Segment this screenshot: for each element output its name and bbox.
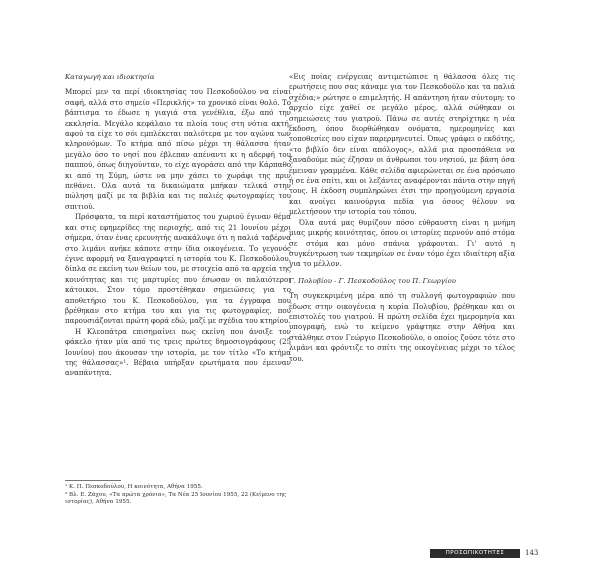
left-column <box>65 72 291 379</box>
footnote: ¹ Κ. Π. Πεσκοδούλου, Η κοινότητα, Αθήνα 1955. <box>65 484 203 490</box>
footnote: ² Βλ. Ε. Ζάχου, «Τα πρώτα χρόνια», Τα Νέα 25 Ιουνίου 1955, 22 (Κείμενο της ιστορίας), Αθήνα 1955. <box>65 491 286 506</box>
paragraph: Η Κλεοπάτρα επισημαίνει πως εκείνη που άνοιξε τον φάκελο ήταν μία από τις τρεις πρώτες δημοσιογράφους (25 Ιουνίου) που άκουσαν την ιστορία, με τον τίτλο «Το κτήμα της θάλασσας»¹. Βέβαια υπήρξαν ερωτήματα που έμειναν αναπάντητα. <box>65 326 291 378</box>
paragraph: Όλα αυτά μας θυμίζουν πόσο εύθραυστη είναι η μνήμη μιας μικρής κοινότητας, όπου οι ιστορίες περνούν από στόμα σε στόμα και μόνο σπάνια γράφονται. Γι' αυτό η συγκέντρωση των τεκμηρίων σε έναν τόμο έχει ιδιαίτερη αξία για το μέλλον. <box>289 217 515 269</box>
section-heading: Καταγωγή και ιδιοκτησία <box>65 73 155 81</box>
paragraph: Πρόσφατα, τα περί καταστήματος του χωριού έγιναν θέμα και στις εφημερίδες της περιοχής, από τις 21 Ιουνίου μέχρι σήμερα, όταν ένας ερευνητής ανακάλυψε ότι η παλιά ταβέρνα στο λιμάνι ανήκε κάποτε στην ίδια οικογένεια. Το γεγονός έγινε αφορμή να ξαναγραφτεί η ιστορία του Κ. Πεσκοδούλου, δίπλα σε εκείνη των θείων του, με στοιχεία από τα αρχεία της κοινότητας και τις μαρτυρίες που έσωσαν οι παλαιότεροι κάτοικοι. Στον τόμο προστέθηκαν σημειώσεις για το αποθετήριο του Κ. Πεσκοδούλου, για τα έγγραφα που βρέθηκαν στο κτήμα του και για τις φωτογραφίες, που παρουσιάζονται πρώτη φορά εδώ, μαζί με σχέδια του κτηρίου. <box>65 212 291 326</box>
section-label-bar: ΠΡΟΣΩΠΙΚΟΤΗΤΕΣ <box>430 549 520 558</box>
footnotes <box>65 484 291 507</box>
paragraph: Μπορεί μεν τα περί ιδιοκτησίας του Πεσκοδούλου να είναι σαφή, αλλά στο σημείο «Περικλής» το χρονικό είναι θολό. Το βάπτισμα το έδωσε η γιαγιά στα γενέθλια, έξω από την εκκλησία. Μεγάλο κεφάλαιο τα πλοία τους στη νότια ακτή, αφού τα είχε το σόι εμπλέκεται παλιότερα με τον αγώνα των κληρονόμων. Το κτήμα από πίσω μέχρι τη θάλασσα ήταν μεγάλο όσο το νησί που έβλεπαν απέναντι κι η αδερφή του παππού, όπως διηγούνταν, το είχε αγοράσει από την Κάρπαθο κι από τη Σύμη, ώστε να μην χάσει το χωράφι της πριν πεθάνει. Όλα αυτά τα δικαιώματα μπήκαν τελικά στην πώληση μαζί με τα βιβλία και τις παλιές φωτογραφίες του σπιτιού. <box>65 87 291 211</box>
footnote-divider <box>65 480 121 481</box>
paragraph: Τη συγκεκριμένη μέρα από τη συλλογή φωτογραφιών που έδωσε στην οικογένεια η κυρία Πολυβίου, βρέθηκαν και οι επιστολές του γιατρού. Η πρώτη σελίδα έχει ημερομηνία και υπογραφή, ενώ το κείμενο γράφτηκε στην Αθήνα και στάλθηκε στον Γεώργιο Πεσκοδούλο, ο οποίος ζούσε τότε στο λιμάνι και φρόντιζε το σπίτι της οικογένειας μέχρι το τέλος του. <box>289 291 515 363</box>
paragraph: «Εις ποίας ενέργειας αντιμετώπισε η θάλασσα όλες τις ερωτήσεις που σας κάναμε για τον Πεσκοδούλο και τα παλιά σχέδια;» ρώτησε ο επιμελητής. Η απάντηση ήταν σύντομη: το αρχείο είχε χαθεί σε μεγάλο μέρος, αλλά σώθηκαν οι σημειώσεις του γιατρού. Πάνω σε αυτές στηρίχτηκε η νέα έκδοση, όπου διορθώθηκαν ονόματα, ημερομηνίες και τοποθεσίες που είχαν παρερμηνευτεί. Όπως γράφει ο εκδότης, «το βιβλίο δεν είναι απόλογος», αλλά μια προσπάθεια να ξαναδούμε πώς έζησαν οι άνθρωποι του νησιού, με βάση όσα έμειναν γραμμένα. Κάθε σελίδα αφιερώνεται σε ένα πρόσωπο ή σε ένα σπίτι, και οι λεζάντες αναφέρονται πάντα στην πηγή τους. Η έκδοση συμπληρώνει έτσι την προηγούμενη εργασία και ανοίγει καινούργια πεδία για όσους θέλουν να μελετήσουν την ιστορία του τόπου. <box>289 72 515 217</box>
page-number: 143 <box>525 549 539 557</box>
subsection-heading: Γ. Πολυβίου - Γ. Πεσκοδούλος του Π. Γεωργίου <box>289 276 456 285</box>
right-column <box>289 72 515 364</box>
